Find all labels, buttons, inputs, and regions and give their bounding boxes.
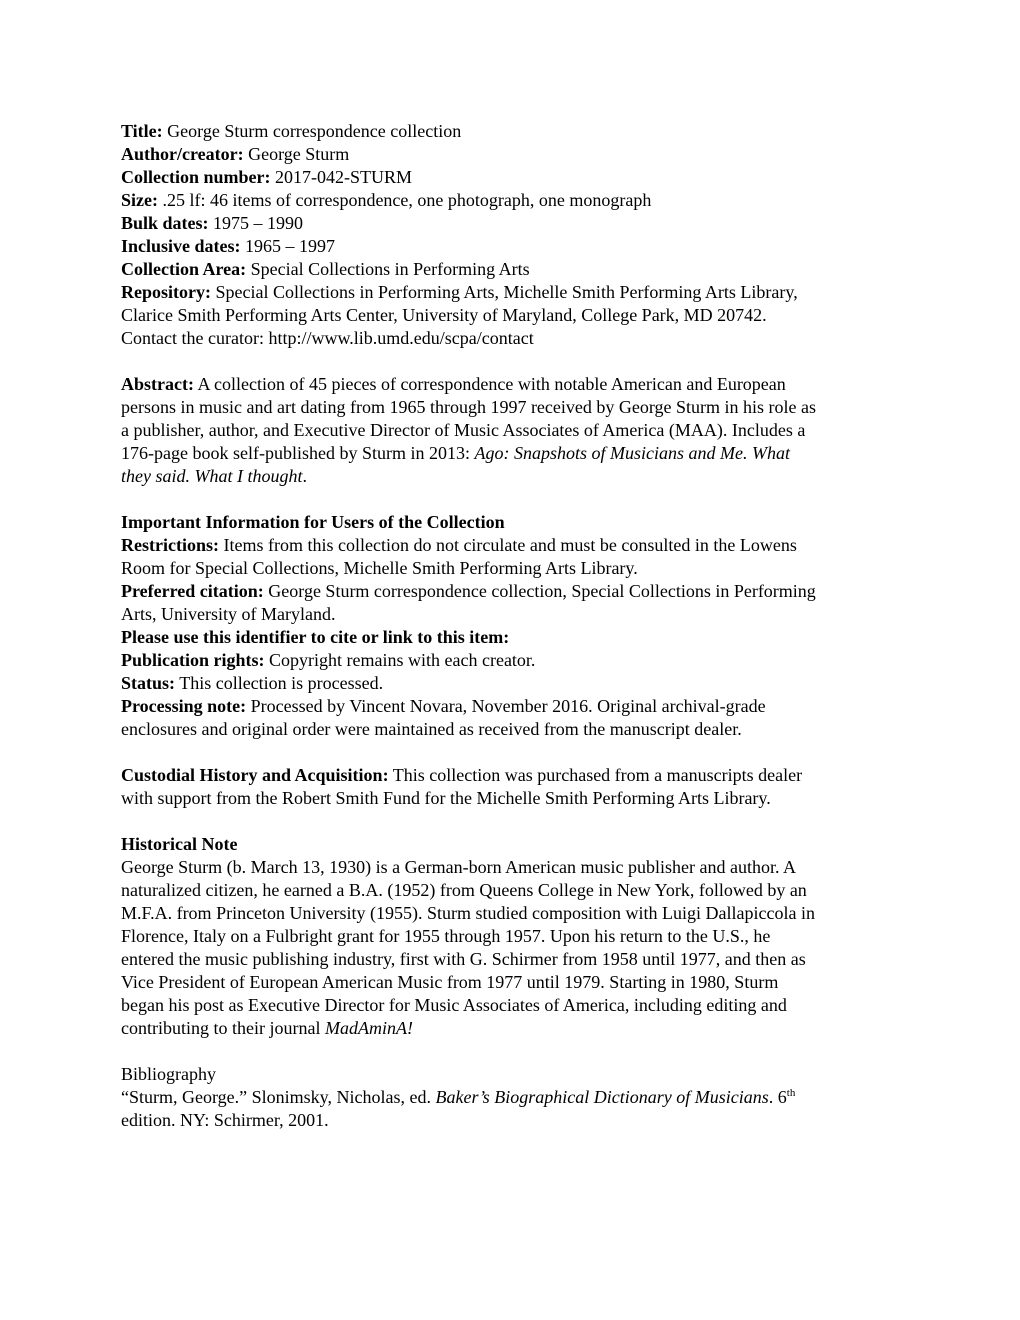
abstract-line-3: a publisher, author, and Executive Director of Music Associates of America (MAA). Includes a <box>121 420 806 440</box>
title-line: Title: George Sturm correspondence collection <box>121 121 462 141</box>
collection-number-line: Collection number: 2017-042-STURM <box>121 167 412 187</box>
custodial-line: Custodial History and Acquisition: This collection was purchased from a manuscripts dealer <box>121 765 803 785</box>
citation-line-2: Arts, University of Maryland. <box>121 604 336 624</box>
bulk-dates-line: Bulk dates: 1975 – 1990 <box>121 213 304 233</box>
bibliography-heading: Bibliography <box>121 1064 216 1084</box>
size-line: Size: .25 lf: 46 items of correspondence, one photograph, one monograph <box>121 190 652 210</box>
history-line-3: M.F.A. from Princeton University (1955). Sturm studied composition with Luigi Dallapiccola in <box>121 903 815 923</box>
history-heading: Historical Note <box>121 834 238 854</box>
repository-line-2: Clarice Smith Performing Arts Center, University of Maryland, College Park, MD 20742. <box>121 305 767 325</box>
abstract-line-5: they said. What I thought. <box>121 466 307 486</box>
citation-line: Preferred citation: George Sturm correspondence collection, Special Collections in Performing <box>121 581 816 601</box>
history-line-1: George Sturm (b. March 13, 1930) is a German-born American music publisher and author. A <box>121 857 797 877</box>
history-line-8: contributing to their journal MadAminA! <box>121 1018 413 1038</box>
status-line: Status: This collection is processed. <box>121 673 384 693</box>
restrictions-line-2: Room for Special Collections, Michelle Smith Performing Arts Library. <box>121 558 638 578</box>
history-line-2: naturalized citizen, he earned a B.A. (1952) from Queens College in New York, followed by an <box>121 880 807 900</box>
abstract-line-4: 176-page book self-published by Sturm in 2013: Ago: Snapshots of Musicians and Me. What <box>121 443 790 463</box>
inclusive-dates-line: Inclusive dates: 1965 – 1997 <box>121 236 336 256</box>
finding-aid <box>121 120 911 1132</box>
rights-line: Publication rights: Copyright remains with each creator. <box>121 650 536 670</box>
author-line: Author/creator: George Sturm <box>121 144 350 164</box>
history-line-6: Vice President of European American Music from 1977 until 1979. Starting in 1980, Sturm <box>121 972 779 992</box>
processing-line-2: enclosures and original order were maintained as received from the manuscript dealer. <box>121 719 742 739</box>
custodial-line-2: with support from the Robert Smith Fund for the Michelle Smith Performing Arts Library. <box>121 788 771 808</box>
contact-line: Contact the curator: http://www.lib.umd.edu/scpa/contact <box>121 328 534 348</box>
abstract-line-1: Abstract: A collection of 45 pieces of correspondence with notable American and European <box>121 374 786 394</box>
history-line-4: Florence, Italy on a Fulbright grant for 1955 through 1957. Upon his return to the U.S., he <box>121 926 771 946</box>
collection-area-line: Collection Area: Special Collections in Performing Arts <box>121 259 530 279</box>
history-line-5: entered the music publishing industry, first with G. Schirmer from 1958 until 1977, and then as <box>121 949 806 969</box>
history-line-7: began his post as Executive Director for Music Associates of America, including editing and <box>121 995 787 1015</box>
repository-line: Repository: Special Collections in Performing Arts, Michelle Smith Performing Arts Library, <box>121 282 798 302</box>
bibliography-entry: “Sturm, George.” Slonimsky, Nicholas, ed. Baker’s Biographical Dictionary of Musicians. 6th <box>121 1087 796 1107</box>
users-heading: Important Information for Users of the Collection <box>121 512 505 532</box>
processing-line: Processing note: Processed by Vincent Novara, November 2016. Original archival-grade <box>121 696 766 716</box>
identifier-line: Please use this identifier to cite or link to this item: <box>121 627 510 647</box>
abstract-line-2: persons in music and art dating from 1965 through 1997 received by George Sturm in his role as <box>121 397 817 417</box>
bibliography-entry-line-2: edition. NY: Schirmer, 2001. <box>121 1110 329 1130</box>
restrictions-line: Restrictions: Items from this collection do not circulate and must be consulted in the Lowens <box>121 535 797 555</box>
